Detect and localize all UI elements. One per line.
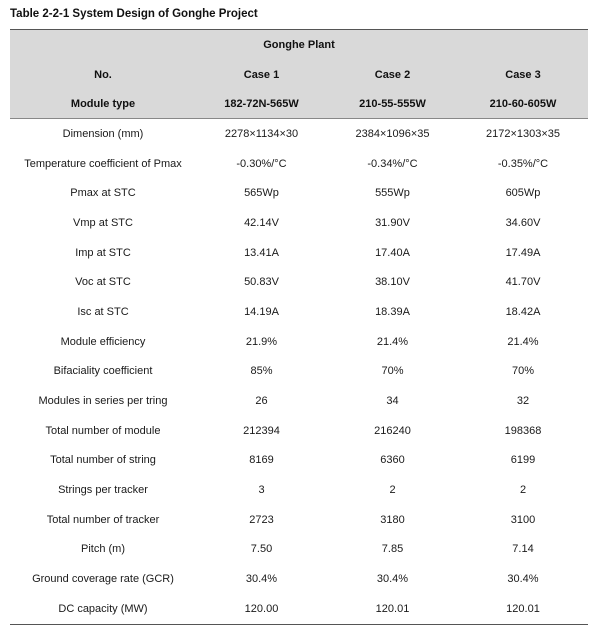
case-3-value: 21.4% [507, 335, 539, 348]
system-design-table [10, 29, 588, 625]
row-label: Ground coverage rate (GCR) [32, 573, 174, 586]
case-2-value: 21.4% [376, 335, 409, 348]
case-3-value: 70% [511, 365, 535, 378]
table-row [10, 208, 588, 238]
module-type-label: Module type [10, 89, 196, 119]
case-3-value: 2172×1303×35 [485, 127, 561, 140]
case-1-value: 212394 [243, 424, 280, 437]
case-3-value: 3100 [510, 513, 536, 526]
module-type-row [10, 89, 588, 119]
case-3-value: -0.35%/°C [497, 157, 549, 170]
case-2-value: 7.85 [381, 543, 404, 556]
module-type-case-2: 210-55-555W [327, 89, 458, 119]
case-2-value: 70% [381, 365, 404, 378]
case-3-value: 198368 [504, 424, 542, 437]
case-1-value: 30.4% [245, 573, 278, 586]
row-label: Isc at STC [77, 305, 129, 318]
table-row [10, 149, 588, 179]
case-header-row [10, 60, 588, 89]
table-row [10, 119, 588, 149]
case-2-value: 31.90V [375, 216, 410, 229]
case-2-value: 17.40A [375, 246, 410, 259]
case-1-value: 8169 [249, 454, 274, 467]
table-row [10, 535, 588, 565]
case-3-value: 17.49A [505, 246, 541, 259]
row-label: Total number of tracker [46, 513, 160, 526]
module-type-case-1: 182-72N-565W [196, 89, 327, 119]
plant-header-row [10, 30, 588, 61]
case-2-value: 555Wp [375, 187, 410, 200]
case-1-value: 21.9% [245, 335, 278, 348]
row-label: Temperature coefficient of Pmax [24, 157, 182, 170]
row-label: Dimension (mm) [62, 127, 144, 140]
case-2-value: 216240 [374, 424, 411, 437]
case-3-header: Case 3 [458, 60, 588, 89]
row-label: Total number of string [50, 454, 156, 467]
row-label: Module efficiency [60, 335, 146, 348]
case-1-value: 7.50 [250, 543, 273, 556]
case-1-header: Case 1 [196, 60, 327, 89]
case-1-value: -0.30%/°C [236, 157, 287, 170]
case-3-value: 605Wp [505, 187, 541, 200]
case-3-value: 7.14 [512, 543, 534, 556]
row-label: Strings per tracker [58, 484, 148, 497]
case-2-value: 120.01 [327, 594, 458, 624]
case-2-value: 2 [389, 484, 396, 497]
table-row [10, 505, 588, 535]
plant-name: Gonghe Plant [10, 30, 588, 61]
table-row [10, 564, 588, 594]
row-label: Voc at STC [75, 276, 131, 289]
case-3-value: 34.60V [505, 216, 541, 229]
case-1-value: 2278×1134×30 [224, 127, 299, 140]
row-label: Pitch (m) [81, 543, 125, 556]
row-label: Vmp at STC [73, 216, 133, 229]
case-1-value: 3 [258, 484, 265, 497]
table-row [10, 446, 588, 476]
case-1-value: 565Wp [244, 187, 279, 200]
row-label: Modules in series per tring [38, 395, 168, 408]
case-1-value: 120.00 [196, 594, 327, 624]
table-row [10, 267, 588, 297]
case-1-value: 2723 [249, 513, 274, 526]
case-1-value: 50.83V [244, 276, 279, 289]
table-caption: Table 2-2-1 System Design of Gonghe Project [10, 8, 258, 20]
case-3-value: 30.4% [507, 573, 539, 586]
case-3-value: 32 [516, 395, 530, 408]
table-row [10, 386, 588, 416]
row-label: DC capacity (MW) [10, 594, 196, 624]
case-2-value: -0.34%/°C [367, 157, 418, 170]
table-row [10, 416, 588, 446]
case-2-value: 6360 [380, 454, 405, 467]
case-2-value: 18.39A [375, 305, 410, 318]
case-2-value: 3180 [380, 513, 405, 526]
no-header: No. [10, 60, 196, 89]
table-row [10, 357, 588, 387]
case-3-value: 41.70V [505, 276, 541, 289]
case-2-value: 34 [386, 395, 399, 408]
case-3-value: 18.42A [505, 305, 541, 318]
case-1-value: 42.14V [244, 216, 279, 229]
table-row [10, 327, 588, 357]
table-row [10, 475, 588, 505]
table-row [10, 594, 588, 624]
case-3-value: 2 [519, 484, 527, 497]
module-type-case-3: 210-60-605W [458, 89, 588, 119]
row-label: Total number of module [45, 424, 161, 437]
table-row [10, 238, 588, 268]
case-2-value: 30.4% [376, 573, 409, 586]
case-3-value: 6199 [510, 454, 536, 467]
case-1-value: 14.19A [244, 305, 279, 318]
table-row [10, 178, 588, 208]
case-2-value: 2384×1096×35 [355, 127, 430, 140]
case-3-value: 120.01 [458, 594, 588, 624]
row-label: Imp at STC [75, 246, 131, 259]
case-1-value: 26 [255, 395, 268, 408]
row-label: Bifaciality coefficient [53, 365, 153, 378]
row-label: Pmax at STC [70, 187, 136, 200]
case-1-value: 13.41A [244, 246, 279, 259]
table-row [10, 297, 588, 327]
case-1-value: 85% [250, 365, 273, 378]
case-2-header: Case 2 [327, 60, 458, 89]
case-2-value: 38.10V [375, 276, 410, 289]
